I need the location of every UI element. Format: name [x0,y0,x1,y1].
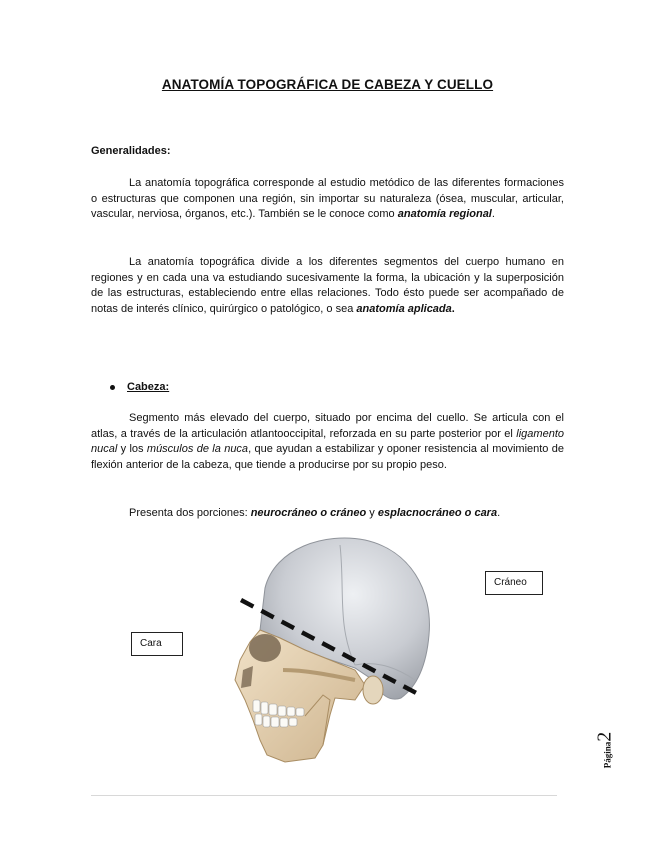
p2-text: La anatomía topográfica divide a los diferentes segmentos del cuerpo humano en regiones y en cada una va estudiando sucesivamente la forma, la ubicación y la superposición de las estructuras, estableciendo entre ellas relaciones. Todo ésto puede ser acompañado de notas de interés clínico, quirúrgico o patológico, o sea [91,256,564,315]
p4-emphasis-1: neurocráneo o cráneo [250,507,367,519]
p1-text: La anatomía topográfica corresponde al estudio metódico de las diferentes formaciones o estructuras que componen una región, sin importar su naturaleza (ósea, muscular, articular, vascular, nerviosa, órganos, etc.). También se le conoce como [91,177,564,221]
p2-end: . [451,302,455,315]
paragraph-generalidades-1 [91,176,564,223]
section-heading: Generalidades: [91,145,171,157]
p1-emphasis: anatomía regional [397,208,492,221]
p4-text-a: Presenta dos porciones: [129,507,251,519]
p3-emphasis-2: músculos de la nuca [146,443,249,456]
document-title: ANATOMÍA TOPOGRÁFICA DE CABEZA Y CUELLO [161,77,494,92]
page-word: Página [602,741,613,769]
paragraph-generalidades-2 [91,255,564,317]
paragraph-porciones [91,506,564,522]
p4-emphasis-2: esplacnocráneo o cara [377,507,498,519]
orbit-shape [249,634,281,662]
bullet-label: Cabeza: [127,381,170,393]
p3-text-b: y los [117,443,147,456]
p3-text-a: Segmento más elevado del cuerpo, situado por encima del cuello. Se articula con el atlas, a través de la articulación atlantooccipital, reforzada en su parte posterior por el [91,412,564,440]
p4-text-b: y [366,507,378,519]
footer-divider [91,795,557,796]
bullet-cabeza [110,381,169,393]
p3-text-c: , que ayudan a estabilizar y oponer resistencia al movimiento de flexión anterior de la cabeza, que tiende a producirse por su propio peso. [91,443,565,471]
p2-emphasis: anatomía aplicada [356,302,452,315]
label-cara: Cara [131,632,183,656]
skull-illustration [205,530,435,765]
paragraph-cabeza [91,411,564,473]
p1-end: . [491,208,495,221]
label-craneo: Cráneo [485,571,543,595]
page-number [590,720,620,780]
bullet-dot-icon [110,385,115,390]
p3-emphasis-1: ligamento nucal [91,427,564,456]
page-number-value: 2 [593,731,616,742]
p4-text-c: . [497,507,501,519]
